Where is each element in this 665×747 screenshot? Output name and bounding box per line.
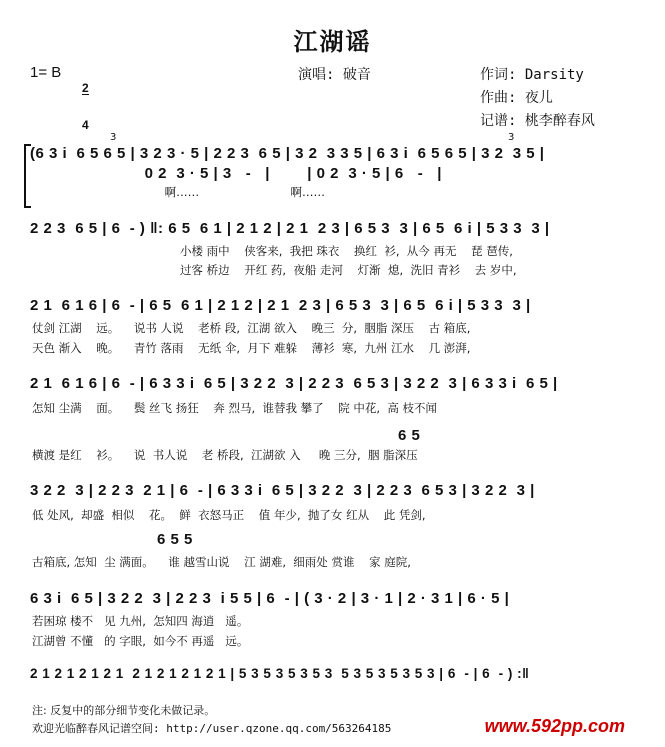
lyrics-row-3-verse-2: 天色 渐入 晚。 青竹 落雨 无纸 伞, 月下 难躲 薄衫 寒, 九州 江水 几 澎湃,	[32, 341, 471, 355]
lyrics-row-5-verse-2: 古箱底, 怎知 尘 满面。 谁 越雪山说 江 湖难, 细雨处 赏谁 家 庭院,	[32, 555, 411, 569]
composer-credit: 作曲: 夜儿	[480, 90, 553, 106]
notation-upper-row-4: 6 5	[398, 427, 421, 444]
lyrics-row-2-verse-2: 过客 桥边 开红 药, 夜船 走河 灯渐 熄, 洗旧 青衫 去 岁中,	[180, 263, 517, 277]
transcriber-credit: 记谱: 桃李醉春风	[480, 113, 595, 129]
lyrics-row-6-verse-1: 若困琼 楼不 见 九州, 怎知四 海逍 遥。	[32, 614, 249, 628]
key-signature: 1= B	[30, 64, 62, 81]
notation-upper-row-5: 6 5 5	[157, 531, 193, 548]
notation-row-7: 2 1 2 1 2 1 2 1 2 1 2 1 2 1 2 1 | 5 3 5 3 5 3 5 3 5 3 5 3 5 3 5 3 | 6 - | 6 - ) :‖	[30, 666, 530, 681]
time-signature-top: 2	[82, 81, 89, 95]
time-signature-bottom: 4	[82, 118, 89, 132]
notation-row-5: 3 2 2 3 | 2 2 3 2 1 | 6 - | 6 3 3 i 6 5 | 3 2 2 3 | 2 2 3 6 5 3 | 3 2 2 3 |	[30, 482, 535, 499]
notation-row-1: (6 3 i 6 5 6 5 | 3 2 3 · 5 | 2 2 3 6 5 | 3 2 3 3 5 | 6 3 i 6 5 6 5 | 3 2 3 5 |	[30, 145, 545, 162]
time-signature	[82, 58, 89, 143]
lyrics-row-4-verse-2: 横渡 是红 衫。 说 书人说 老 桥段, 江湖欲 入 晚 三分, 胭 脂深压	[32, 448, 418, 462]
singer-credit: 演唱: 破音	[298, 67, 371, 83]
lyrics-row-2-verse-1: 小楼 雨中 侠客来, 我把 珠衣 换红 衫, 从今 再无 琵 琶传,	[180, 244, 513, 258]
watermark-logo: www.592pp.com	[484, 716, 625, 736]
lyrics-row-3-verse-1: 仗剑 江湖 远。 说书 人说 老桥 段, 江湖 欲入 晚三 分, 胭脂 深压 古 箱底,	[32, 321, 471, 335]
notation-row-6: 6 3 i 6 5 | 3 2 2 3 | 2 2 3 i 5 5 | 6 - | ( 3 · 2 | 3 · 1 | 2 · 3 1 | 6 · 5 |	[30, 590, 510, 607]
site-note: 欢迎光临醉春风记谱空间: http://user.qzone.qq.com/563264185	[32, 722, 392, 735]
notation-row-3: 2 1 6 1 6 | 6 - | 6 5 6 1 | 2 1 2 | 2 1 2 3 | 6 5 3 3 | 6 5 6 i | 5 3 3 3 |	[30, 297, 531, 314]
footnote: 注: 反复中的部分细节变化未做记录。	[32, 704, 216, 717]
triplet-mark: 3	[110, 132, 117, 143]
notation-row-1-lower: 0 2 3 · 5 | 3 - | | 0 2 3 · 5 | 6 - |	[126, 165, 442, 182]
lyrics-row-6-verse-2: 江湖曾 不懂 的 字眼, 如今不 再遥 远。	[32, 634, 249, 648]
notation-row-2: 2 2 3 6 5 | 6 - ) ‖: 6 5 6 1 | 2 1 2 | 2 1 2 3 | 6 5 3 3 | 6 5 6 i | 5 3 3 3 |	[30, 220, 550, 237]
notation-row-4: 2 1 6 1 6 | 6 - | 6 3 3 i 6 5 | 3 2 2 3 | 2 2 3 6 5 3 | 3 2 2 3 | 6 3 3 i 6 5 |	[30, 375, 558, 392]
lyricist-credit: 作词: Darsity	[480, 67, 584, 83]
vocal-ah: 啊…… 啊……	[150, 185, 326, 199]
lyrics-row-4: 怎知 尘满 面。 鬓 丝飞 扬狂 奔 烈马, 谁替我 攀了 院 中花, 高 枝不闻	[32, 401, 438, 415]
lyrics-row-5: 低 处风, 却盛 相似 花。 鲜 衣怒马正 值 年少, 抛了女 红从 此 凭剑,	[32, 508, 426, 522]
score-title: 江湖谣	[293, 27, 372, 56]
triplet-mark: 3	[508, 132, 515, 143]
